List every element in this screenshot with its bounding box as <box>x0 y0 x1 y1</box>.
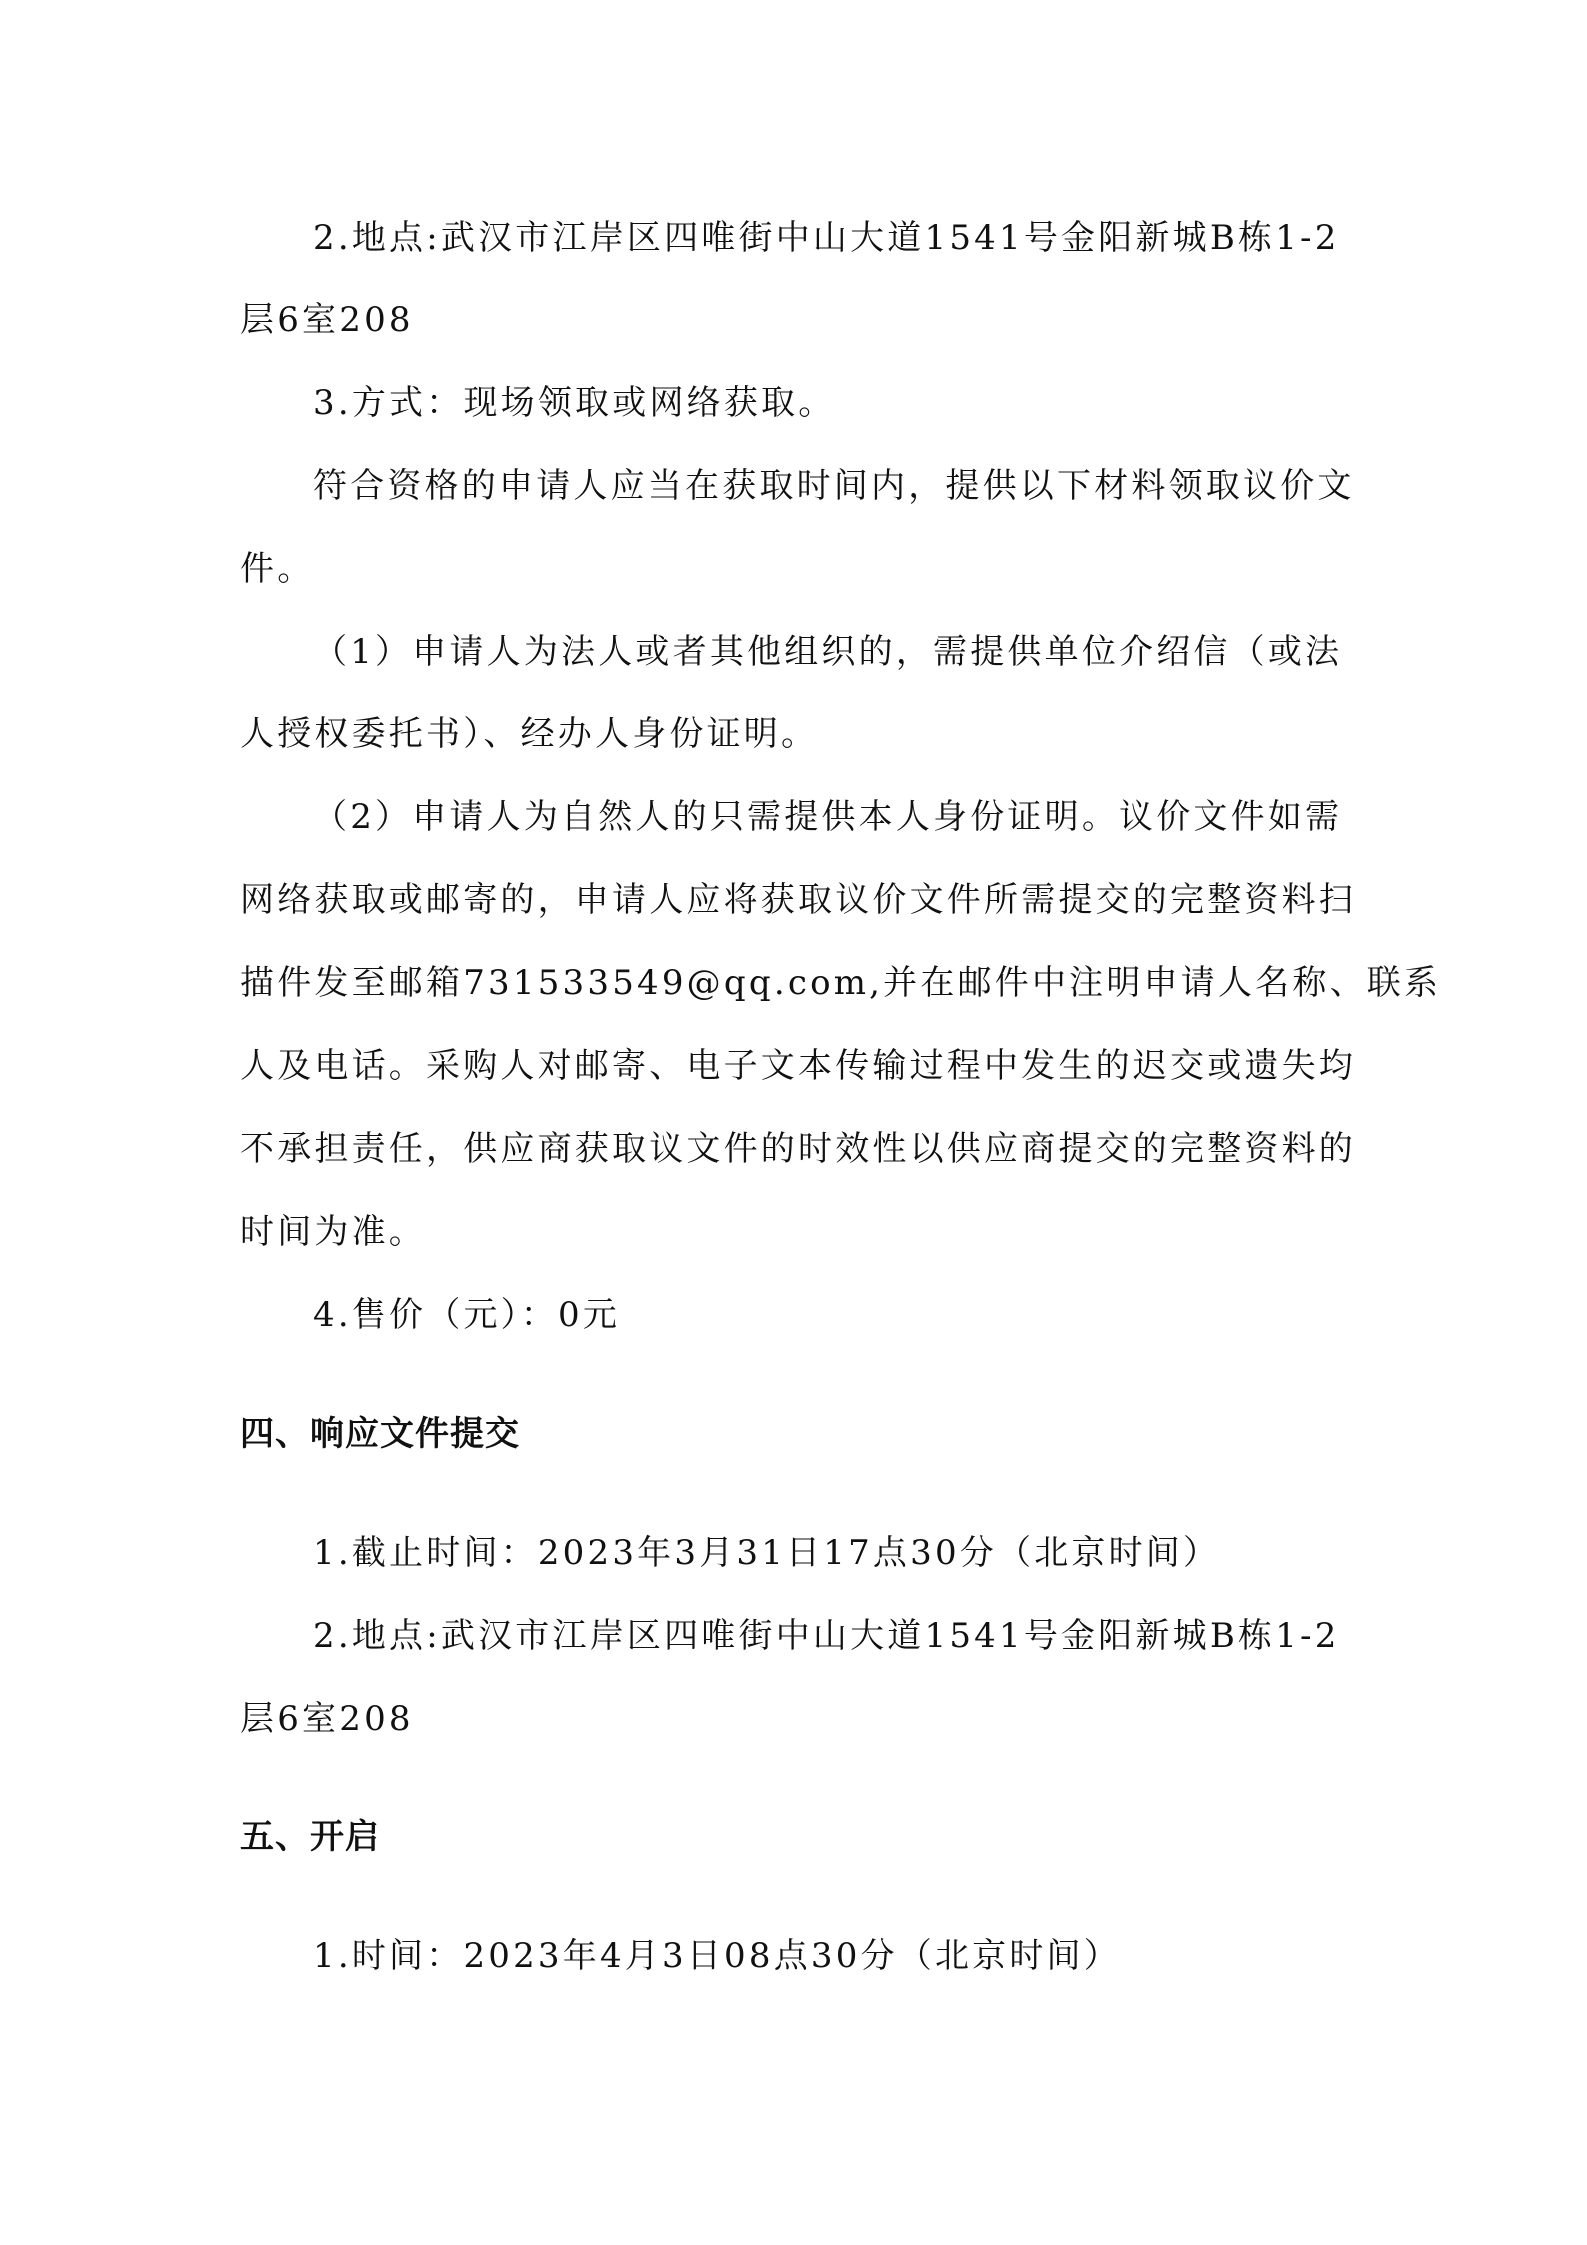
paragraph-line: 层6室208 <box>240 300 414 340</box>
paragraph-line: 件。 <box>240 549 315 589</box>
section-heading: 五、开启 <box>240 1817 380 1857</box>
paragraph-line: 时间为准。 <box>240 1212 426 1252</box>
paragraph-line: 层6室208 <box>240 1699 414 1739</box>
paragraph-line: 人及电话。采购人对邮寄、电子文本传输过程中发生的迟交或遗失均 <box>240 1046 1356 1086</box>
paragraph-line: 网络获取或邮寄的，申请人应将获取议价文件所需提交的完整资料扫 <box>240 880 1356 920</box>
paragraph-line: 4.售价（元）：0元 <box>313 1295 621 1335</box>
paragraph-line: （1）申请人为法人或者其他组织的，需提供单位介绍信（或法 <box>313 632 1343 672</box>
paragraph-line: 符合资格的申请人应当在获取时间内，提供以下材料领取议价文 <box>313 466 1355 506</box>
paragraph-line: 3.方式：现场领取或网络获取。 <box>313 383 836 423</box>
paragraph-line: （2）申请人为自然人的只需提供本人身份证明。议价文件如需 <box>313 797 1343 837</box>
paragraph-line: 1.截止时间：2023年3月31日17点30分（北京时间） <box>313 1533 1221 1573</box>
paragraph-line: 描件发至邮箱731533549@qq.com,并在邮件中注明申请人名称、联系 <box>240 963 1442 1003</box>
paragraph-line: 不承担责任，供应商获取议文件的时效性以供应商提交的完整资料的 <box>240 1129 1356 1169</box>
paragraph-line: 2.地点:武汉市江岸区四唯街中山大道1541号金阳新城B栋1-2 <box>313 1616 1340 1656</box>
paragraph-line: 人授权委托书）、经办人身份证明。 <box>240 714 819 754</box>
paragraph-line: 1.时间：2023年4月3日08点30分（北京时间） <box>313 1936 1121 1976</box>
section-heading: 四、响应文件提交 <box>240 1414 520 1454</box>
paragraph-line: 2.地点:武汉市江岸区四唯街中山大道1541号金阳新城B栋1-2 <box>313 218 1340 258</box>
